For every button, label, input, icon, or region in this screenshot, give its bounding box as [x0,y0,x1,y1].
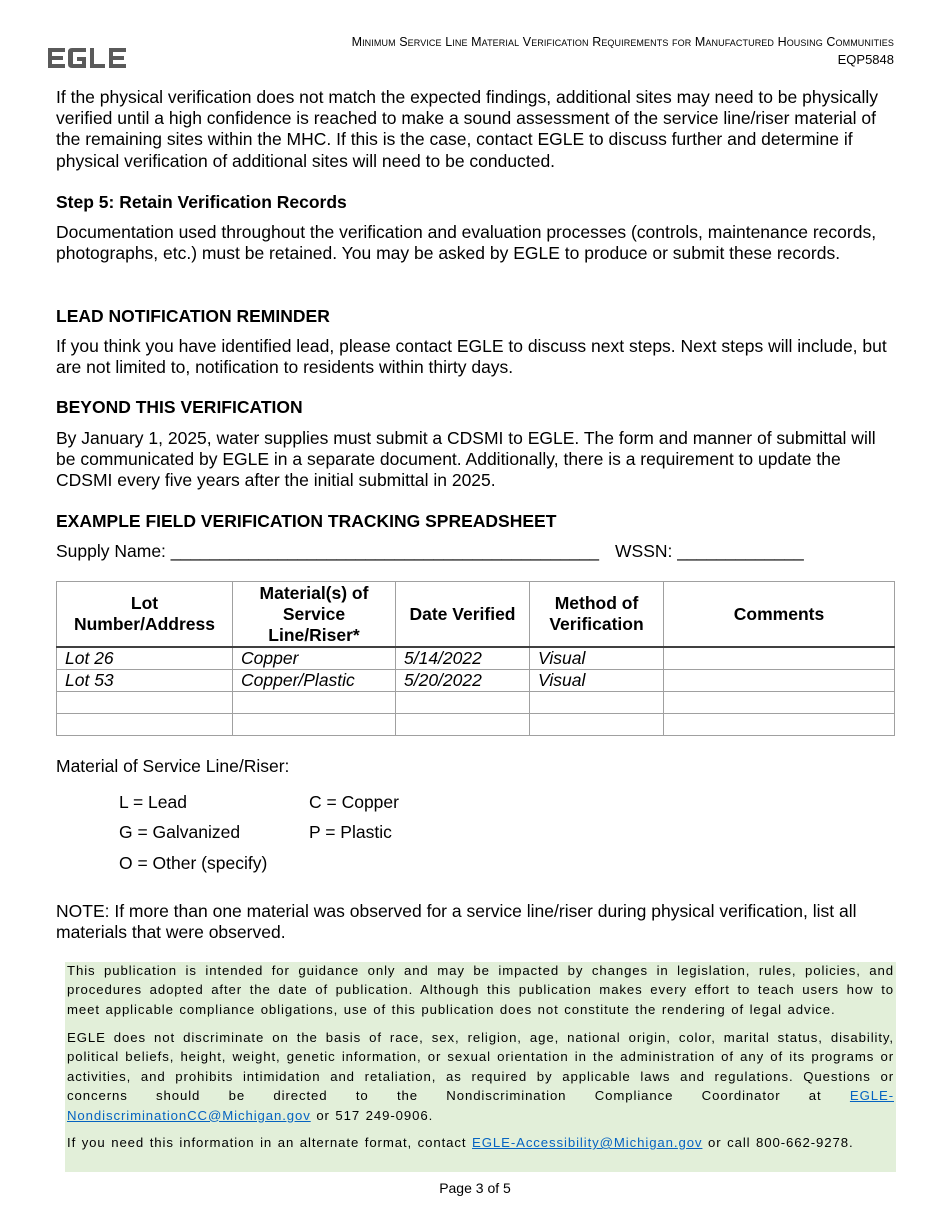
table-row [57,692,895,714]
table-row [57,670,895,692]
note-paragraph [56,901,896,943]
accessibility-phone: or call 800-662-9278. [702,1135,854,1150]
table-cell [57,714,233,736]
table-cell [396,692,530,714]
table-cell: Copper/Plastic [233,670,396,692]
table-cell: 5/20/2022 [396,670,530,692]
column-header: Material(s) of Service Line/Riser* [233,582,396,648]
legend-item-galvanized: G = Galvanized [119,822,241,842]
note-label: NOTE: [56,901,110,921]
note-text: If more than one material was observed for a service line/riser during physical verification, list all materials that were observed. [56,901,857,943]
table-row [57,647,895,670]
column-header: Date Verified [396,582,530,648]
table-cell: Copper [233,647,396,670]
legend-item-plastic: P = Plastic [309,822,392,842]
column-header: Method of Verification [530,582,664,648]
spreadsheet-heading: EXAMPLE FIELD VERIFICATION TRACKING SPREADSHEET [56,511,557,531]
legend-item-lead: L = Lead [119,792,187,812]
lead-notification-heading: LEAD NOTIFICATION REMINDER [56,306,330,326]
table-cell: Visual [530,670,664,692]
step5-paragraph: Documentation used throughout the verification and evaluation processes (controls, maintenance records, photographs, etc.) must be retained. You may be asked by EGLE to produce or submit these records. [56,222,877,264]
tracking-table [56,581,895,736]
supply-name-label: Supply Name: ____________________________________________ [56,541,600,561]
table-cell [233,714,396,736]
table-cell [57,692,233,714]
beyond-verification-heading: BEYOND THIS VERIFICATION [56,397,303,417]
document-header-title: Minimum Service Line Material Verification Requirements for Manufactured Housing Communities [351,35,894,49]
nondiscrimination-paragraph [67,1028,894,1125]
lead-notification-paragraph: If you think you have identified lead, please contact EGLE to discuss next steps. Next steps will include, but are not limited to, notification to residents within thirty days. [56,336,887,378]
wssn-label: WSSN: _____________ [615,541,804,561]
disclaimer-paragraph: This publication is intended for guidance only and may be impacted by changes in legislation, rules, policies, and procedures adopted after the date of publication. Although this publication makes every effort to teach users how to meet applicable compliance obligations, use of this publication does not constitute the rendering of legal advice. [67,963,894,1017]
legend-item-other: O = Other (specify) [119,853,268,873]
table-cell: Lot 53 [57,670,233,692]
column-header: Lot Number/Address [57,582,233,648]
legend-item-copper: C = Copper [309,792,399,812]
table-cell [233,692,396,714]
accessibility-text: If you need this information in an alternate format, contact [67,1135,473,1150]
nondiscrimination-text: EGLE does not discriminate on the basis of race, sex, religion, age, national origin, color, marital status, disability, political beliefs, height, weight, genetic information, or sexual orientation in the administration of any of its programs or activities, and prohibits intimidation and retaliation, as required by applicable laws and regulations. Questions or concerns should be directed to the Nondiscrimination Compliance Coordinator at [67,1030,894,1104]
accessibility-email-link[interactable]: EGLE-Accessibility@Michigan.gov [472,1135,703,1150]
table-cell [530,714,664,736]
accessibility-paragraph [67,1133,894,1152]
beyond-verification-paragraph: By January 1, 2025, water supplies must submit a CDSMI to EGLE. The form and manner of submittal will be communicated by EGLE in a separate document. Additionally, there is a requirement to update the CDSMI every five years after the initial submittal in 2025. [56,428,876,491]
table-cell: Lot 26 [57,647,233,670]
table-header-row [57,582,895,648]
document-code: EQP5848 [837,52,894,67]
egle-logo [48,46,128,70]
nondiscrimination-phone: or 517 249-0906. [310,1107,434,1123]
table-cell [664,714,895,736]
step5-heading: Step 5: Retain Verification Records [56,192,347,212]
nondiscrimination-email-link[interactable]: EGLE-NondiscriminationCC@Michigan.gov [67,1088,894,1123]
page-number: Page 3 of 5 [439,1180,511,1196]
table-cell [530,692,664,714]
table-cell [664,670,895,692]
column-header: Comments [664,582,895,648]
table-cell [664,647,895,670]
table-row [57,714,895,736]
table-cell [396,714,530,736]
legend-intro: Material of Service Line/Riser: [56,756,290,776]
intro-paragraph: If the physical verification does not match the expected findings, additional sites may need to be physically verified until a high confidence is reached to make a sound assessment of the service line/riser material of the remaining sites within the MHC. If this is the case, contact EGLE to discuss further and determine if physical verification of additional sites will need to be conducted. [56,87,878,171]
supply-name-line [56,541,896,562]
table-cell [664,692,895,714]
table-cell: 5/14/2022 [396,647,530,670]
table-cell: Visual [530,647,664,670]
